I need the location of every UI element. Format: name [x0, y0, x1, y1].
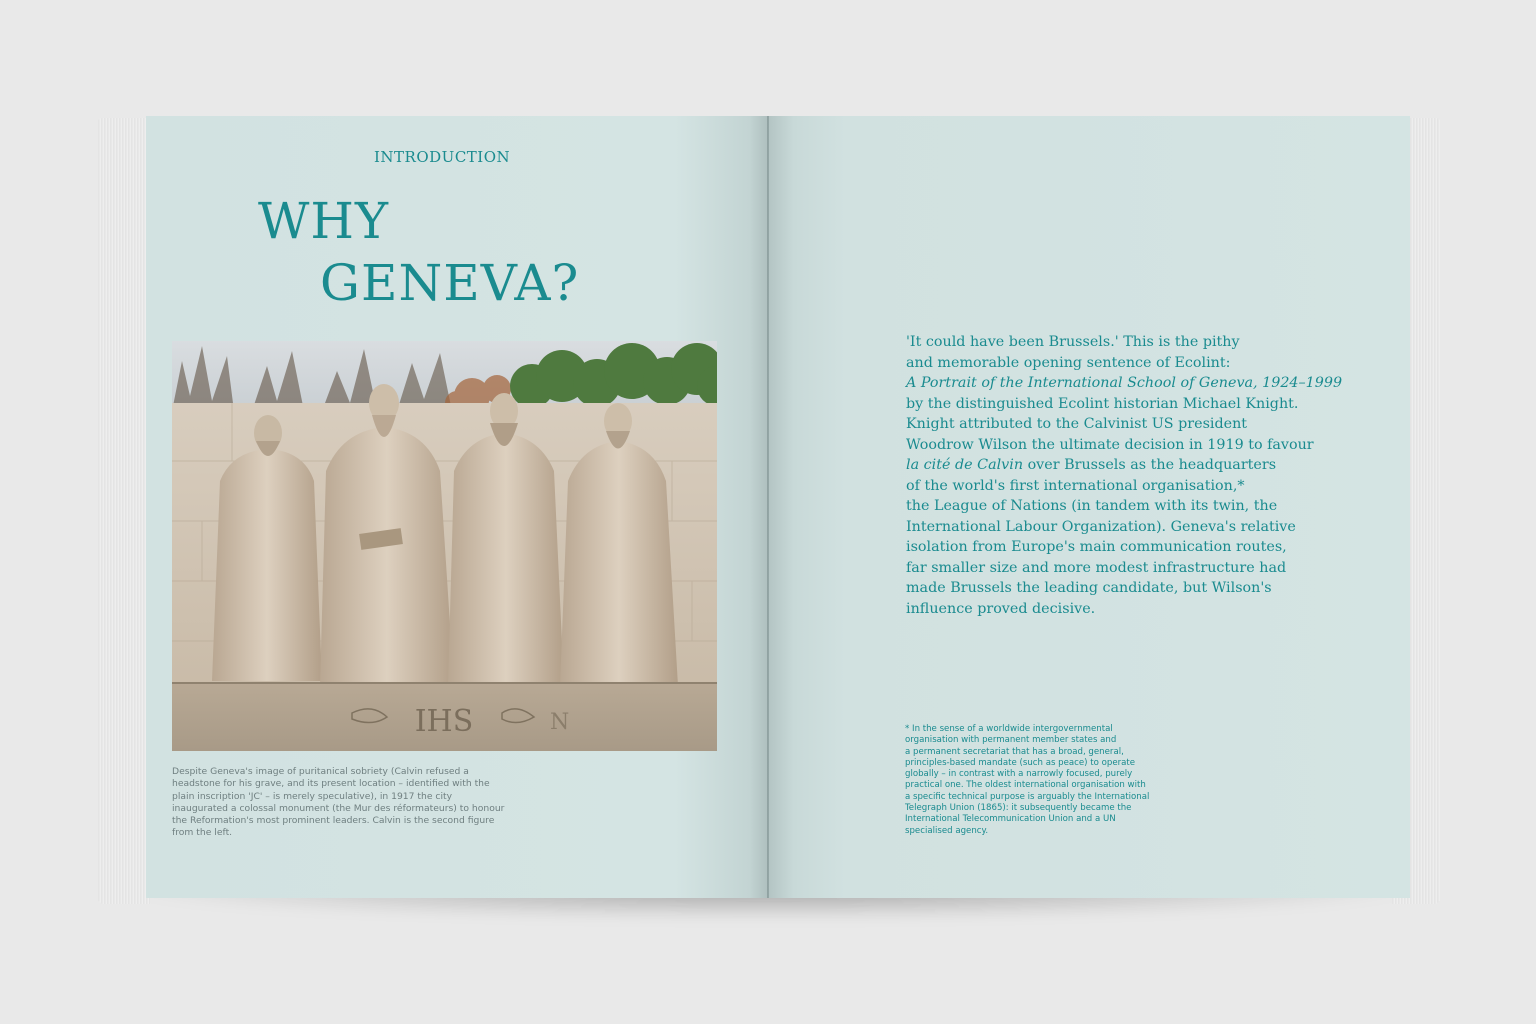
italic-phrase: la cité de Calvin: [906, 457, 1024, 473]
body-line: isolation from Europe's main communication routes,: [906, 539, 1287, 555]
body-line: International Labour Organization). Geneva's relative: [906, 518, 1296, 535]
footnote-line: Telegraph Union (1865): it subsequently became the: [905, 803, 1132, 814]
footnote-line: globally – in contrast with a narrowly focused, purely: [905, 769, 1133, 780]
chapter-title: [258, 190, 579, 314]
chapter-title-line2: GENEVA?: [320, 254, 580, 312]
body-line: by the distinguished Ecolint historian Michael Knight.: [906, 395, 1299, 412]
footnote-line: practical one. The oldest international organisation with: [905, 780, 1146, 791]
ihs-inscription: IHS: [414, 704, 474, 739]
body-line: [906, 455, 1326, 476]
footnote-line: a permanent secretariat that has a broad, general,: [905, 746, 1124, 757]
body-line: the League of Nations (in tandem with its twin, the: [906, 498, 1278, 514]
footnote-line: organisation with permanent member states and: [905, 735, 1117, 746]
reformation-wall-photo: [172, 341, 717, 751]
footnote-line: specialised agency.: [905, 825, 989, 836]
page-edges-left: [98, 118, 150, 904]
body-line: Woodrow Wilson the ultimate decision in 1919 to favour: [906, 436, 1314, 453]
body-line: far smaller size and more modest infrastructure had: [906, 559, 1287, 576]
body-line: and memorable opening sentence of Ecolint:: [906, 354, 1231, 371]
body-line: Knight attributed to the Calvinist US president: [906, 416, 1248, 432]
photo-caption: Despite Geneva's image of puritanical sobriety (Calvin refused a headstone for his grave, and its present location – identified with the plain inscription 'JC' – is merely speculative), in 1917 the city inaugurated a colossal monument (the Mur des réformateurs) to honour the Reformation's most prominent leaders. Calvin is the second figure from the left.: [172, 766, 505, 839]
body-line: influence proved decisive.: [906, 600, 1096, 617]
body-line: of the world's first international organisation,*: [906, 477, 1245, 494]
footnote: [905, 724, 1155, 837]
footnote-line: principles-based mandate (such as peace) to operate: [905, 757, 1136, 768]
body-line: 'It could have been Brussels.' This is the pithy: [906, 334, 1240, 350]
footnote-line: * In the sense of a worldwide intergovernmental: [905, 724, 1113, 734]
body-line-rest: over Brussels as the headquarters: [1027, 457, 1277, 473]
section-kicker: INTRODUCTION: [374, 148, 511, 166]
footnote-line: a specific technical purpose is arguably the International: [905, 791, 1150, 802]
body-line: made Brussels the leading candidate, but Wilson's: [906, 580, 1272, 596]
body-line-book-title: A Portrait of the International School of Geneva, 1924–1999: [906, 375, 1343, 391]
svg-text:N: N: [550, 710, 570, 735]
intro-body-text: [906, 332, 1343, 619]
footnote-line: International Telecommunication Union and a UN: [905, 814, 1116, 825]
book-spine: [767, 116, 769, 898]
chapter-title-line1: WHY: [258, 192, 390, 250]
